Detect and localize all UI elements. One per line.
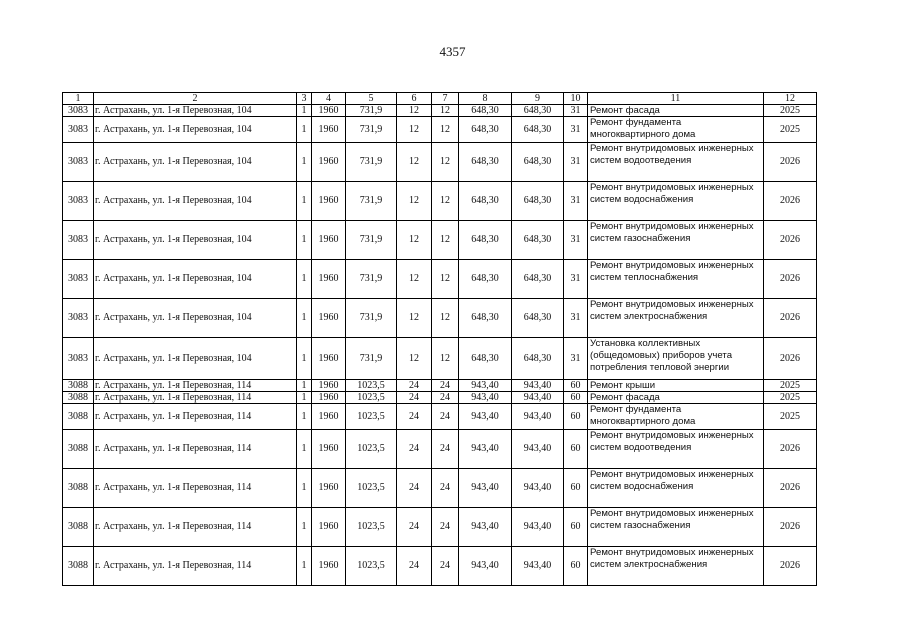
work-type: Ремонт внутридомовых инженерных систем электроснабжения (588, 547, 764, 586)
cell-6: 24 (397, 469, 432, 508)
cell-9: 943,40 (512, 380, 564, 392)
year: 2026 (764, 143, 817, 182)
cell-8: 943,40 (459, 430, 512, 469)
record-number: 3088 (63, 404, 94, 430)
column-header: 9 (512, 93, 564, 105)
address: г. Астрахань, ул. 1-я Перевозная, 114 (94, 380, 297, 392)
record-number: 3088 (63, 392, 94, 404)
cell-3: 1 (297, 117, 312, 143)
work-type: Ремонт внутридомовых инженерных систем водоотведения (588, 430, 764, 469)
cell-10: 31 (564, 299, 588, 338)
work-type: Ремонт внутридомовых инженерных систем водоснабжения (588, 182, 764, 221)
cell-5: 731,9 (346, 299, 397, 338)
cell-4: 1960 (312, 430, 346, 469)
cell-9: 943,40 (512, 404, 564, 430)
column-header: 6 (397, 93, 432, 105)
header-row (63, 93, 817, 105)
table-row (63, 143, 817, 182)
work-type: Ремонт внутридомовых инженерных систем водоснабжения (588, 469, 764, 508)
cell-6: 12 (397, 182, 432, 221)
cell-5: 1023,5 (346, 404, 397, 430)
column-header: 4 (312, 93, 346, 105)
cell-7: 24 (432, 469, 459, 508)
cell-9: 943,40 (512, 547, 564, 586)
record-number: 3088 (63, 547, 94, 586)
cell-3: 1 (297, 260, 312, 299)
cell-6: 24 (397, 392, 432, 404)
page-number: 4357 (439, 44, 466, 59)
cell-10: 31 (564, 117, 588, 143)
cell-8: 943,40 (459, 469, 512, 508)
cell-4: 1960 (312, 380, 346, 392)
cell-5: 1023,5 (346, 508, 397, 547)
table-row (63, 221, 817, 260)
record-number: 3083 (63, 143, 94, 182)
work-type: Ремонт внутридомовых инженерных систем газоснабжения (588, 221, 764, 260)
table-row (63, 380, 817, 392)
work-type: Ремонт фасада (588, 105, 764, 117)
year: 2026 (764, 221, 817, 260)
year: 2026 (764, 508, 817, 547)
address: г. Астрахань, ул. 1-я Перевозная, 104 (94, 221, 297, 260)
year: 2026 (764, 260, 817, 299)
cell-3: 1 (297, 508, 312, 547)
cell-8: 943,40 (459, 392, 512, 404)
cell-10: 31 (564, 143, 588, 182)
cell-9: 648,30 (512, 221, 564, 260)
year: 2025 (764, 404, 817, 430)
work-type: Ремонт внутридомовых инженерных систем теплоснабжения (588, 260, 764, 299)
cell-6: 24 (397, 508, 432, 547)
cell-6: 12 (397, 260, 432, 299)
year: 2026 (764, 469, 817, 508)
column-header: 2 (94, 93, 297, 105)
cell-7: 12 (432, 105, 459, 117)
cell-9: 648,30 (512, 143, 564, 182)
cell-4: 1960 (312, 299, 346, 338)
cell-7: 12 (432, 299, 459, 338)
cell-10: 31 (564, 338, 588, 380)
cell-7: 24 (432, 380, 459, 392)
column-header: 8 (459, 93, 512, 105)
work-type: Ремонт фундамента многоквартирного дома (588, 404, 764, 430)
cell-3: 1 (297, 143, 312, 182)
cell-3: 1 (297, 380, 312, 392)
cell-10: 31 (564, 260, 588, 299)
year: 2026 (764, 299, 817, 338)
cell-6: 12 (397, 117, 432, 143)
cell-4: 1960 (312, 547, 346, 586)
cell-9: 943,40 (512, 430, 564, 469)
cell-8: 648,30 (459, 260, 512, 299)
table-row (63, 469, 817, 508)
cell-10: 60 (564, 469, 588, 508)
cell-8: 648,30 (459, 182, 512, 221)
cell-8: 943,40 (459, 404, 512, 430)
cell-3: 1 (297, 299, 312, 338)
cell-5: 731,9 (346, 105, 397, 117)
cell-6: 12 (397, 338, 432, 380)
column-header: 7 (432, 93, 459, 105)
cell-4: 1960 (312, 469, 346, 508)
table-row (63, 117, 817, 143)
cell-7: 12 (432, 221, 459, 260)
year: 2025 (764, 392, 817, 404)
cell-6: 24 (397, 404, 432, 430)
work-type: Ремонт внутридомовых инженерных систем газоснабжения (588, 508, 764, 547)
address: г. Астрахань, ул. 1-я Перевозная, 104 (94, 117, 297, 143)
cell-7: 24 (432, 547, 459, 586)
cell-4: 1960 (312, 508, 346, 547)
cell-6: 12 (397, 299, 432, 338)
cell-7: 24 (432, 404, 459, 430)
cell-5: 1023,5 (346, 430, 397, 469)
cell-3: 1 (297, 392, 312, 404)
record-number: 3088 (63, 469, 94, 508)
cell-8: 648,30 (459, 143, 512, 182)
cell-9: 648,30 (512, 299, 564, 338)
cell-3: 1 (297, 221, 312, 260)
record-number: 3083 (63, 182, 94, 221)
cell-10: 60 (564, 392, 588, 404)
year: 2026 (764, 338, 817, 380)
year: 2026 (764, 430, 817, 469)
work-type: Ремонт фасада (588, 392, 764, 404)
cell-4: 1960 (312, 338, 346, 380)
cell-4: 1960 (312, 260, 346, 299)
table-row (63, 299, 817, 338)
year: 2025 (764, 117, 817, 143)
column-header: 3 (297, 93, 312, 105)
cell-3: 1 (297, 547, 312, 586)
cell-8: 943,40 (459, 508, 512, 547)
cell-5: 1023,5 (346, 392, 397, 404)
address: г. Астрахань, ул. 1-я Перевозная, 104 (94, 260, 297, 299)
year: 2026 (764, 182, 817, 221)
year: 2025 (764, 380, 817, 392)
column-header: 1 (63, 93, 94, 105)
cell-9: 648,30 (512, 117, 564, 143)
cell-10: 60 (564, 404, 588, 430)
cell-10: 31 (564, 221, 588, 260)
cell-7: 24 (432, 392, 459, 404)
cell-4: 1960 (312, 404, 346, 430)
table-row (63, 508, 817, 547)
address: г. Астрахань, ул. 1-я Перевозная, 114 (94, 392, 297, 404)
address: г. Астрахань, ул. 1-я Перевозная, 114 (94, 430, 297, 469)
address: г. Астрахань, ул. 1-я Перевозная, 104 (94, 299, 297, 338)
record-number: 3083 (63, 260, 94, 299)
cell-8: 648,30 (459, 105, 512, 117)
cell-9: 648,30 (512, 260, 564, 299)
table-row (63, 547, 817, 586)
cell-7: 12 (432, 182, 459, 221)
table-row (63, 430, 817, 469)
cell-4: 1960 (312, 143, 346, 182)
record-number: 3083 (63, 117, 94, 143)
cell-4: 1960 (312, 105, 346, 117)
cell-5: 731,9 (346, 143, 397, 182)
cell-8: 943,40 (459, 380, 512, 392)
cell-5: 1023,5 (346, 547, 397, 586)
record-number: 3083 (63, 299, 94, 338)
address: г. Астрахань, ул. 1-я Перевозная, 104 (94, 182, 297, 221)
cell-6: 12 (397, 221, 432, 260)
address: г. Астрахань, ул. 1-я Перевозная, 114 (94, 404, 297, 430)
column-header: 10 (564, 93, 588, 105)
table-row (63, 105, 817, 117)
cell-3: 1 (297, 469, 312, 508)
record-number: 3088 (63, 430, 94, 469)
work-type: Ремонт внутридомовых инженерных систем водоотведения (588, 143, 764, 182)
repair-schedule-table (62, 92, 817, 586)
address: г. Астрахань, ул. 1-я Перевозная, 114 (94, 469, 297, 508)
cell-4: 1960 (312, 221, 346, 260)
cell-4: 1960 (312, 182, 346, 221)
work-type: Ремонт фундамента многоквартирного дома (588, 117, 764, 143)
address: г. Астрахань, ул. 1-я Перевозная, 114 (94, 547, 297, 586)
record-number: 3088 (63, 508, 94, 547)
cell-5: 731,9 (346, 221, 397, 260)
cell-3: 1 (297, 182, 312, 221)
cell-4: 1960 (312, 392, 346, 404)
cell-10: 60 (564, 547, 588, 586)
cell-7: 24 (432, 430, 459, 469)
cell-9: 648,30 (512, 338, 564, 380)
cell-6: 24 (397, 547, 432, 586)
cell-9: 943,40 (512, 508, 564, 547)
cell-8: 648,30 (459, 338, 512, 380)
address: г. Астрахань, ул. 1-я Перевозная, 104 (94, 338, 297, 380)
table-row (63, 404, 817, 430)
work-type: Установка коллективных (общедомовых) приборов учета потребления тепловой энергии (588, 338, 764, 380)
column-header: 5 (346, 93, 397, 105)
table-row (63, 338, 817, 380)
cell-7: 12 (432, 338, 459, 380)
cell-10: 60 (564, 380, 588, 392)
cell-5: 731,9 (346, 260, 397, 299)
address: г. Астрахань, ул. 1-я Перевозная, 104 (94, 143, 297, 182)
cell-5: 731,9 (346, 338, 397, 380)
cell-9: 943,40 (512, 392, 564, 404)
cell-9: 943,40 (512, 469, 564, 508)
column-header: 11 (588, 93, 764, 105)
record-number: 3088 (63, 380, 94, 392)
record-number: 3083 (63, 221, 94, 260)
column-header: 12 (764, 93, 817, 105)
year: 2025 (764, 105, 817, 117)
cell-7: 24 (432, 508, 459, 547)
cell-10: 31 (564, 105, 588, 117)
cell-10: 60 (564, 430, 588, 469)
cell-5: 1023,5 (346, 469, 397, 508)
cell-3: 1 (297, 105, 312, 117)
cell-7: 12 (432, 260, 459, 299)
record-number: 3083 (63, 105, 94, 117)
cell-4: 1960 (312, 117, 346, 143)
address: г. Астрахань, ул. 1-я Перевозная, 104 (94, 105, 297, 117)
cell-5: 731,9 (346, 117, 397, 143)
work-type: Ремонт крыши (588, 380, 764, 392)
table-row (63, 392, 817, 404)
cell-5: 1023,5 (346, 380, 397, 392)
work-type: Ремонт внутридомовых инженерных систем электроснабжения (588, 299, 764, 338)
year: 2026 (764, 547, 817, 586)
cell-6: 24 (397, 380, 432, 392)
cell-6: 24 (397, 430, 432, 469)
cell-8: 648,30 (459, 117, 512, 143)
cell-6: 12 (397, 143, 432, 182)
cell-9: 648,30 (512, 182, 564, 221)
cell-9: 648,30 (512, 105, 564, 117)
cell-3: 1 (297, 430, 312, 469)
cell-6: 12 (397, 105, 432, 117)
cell-3: 1 (297, 338, 312, 380)
address: г. Астрахань, ул. 1-я Перевозная, 114 (94, 508, 297, 547)
cell-3: 1 (297, 404, 312, 430)
cell-5: 731,9 (346, 182, 397, 221)
cell-10: 60 (564, 508, 588, 547)
cell-8: 648,30 (459, 299, 512, 338)
table-row (63, 260, 817, 299)
record-number: 3083 (63, 338, 94, 380)
cell-7: 12 (432, 143, 459, 182)
cell-7: 12 (432, 117, 459, 143)
cell-8: 648,30 (459, 221, 512, 260)
cell-8: 943,40 (459, 547, 512, 586)
cell-10: 31 (564, 182, 588, 221)
table-row (63, 182, 817, 221)
